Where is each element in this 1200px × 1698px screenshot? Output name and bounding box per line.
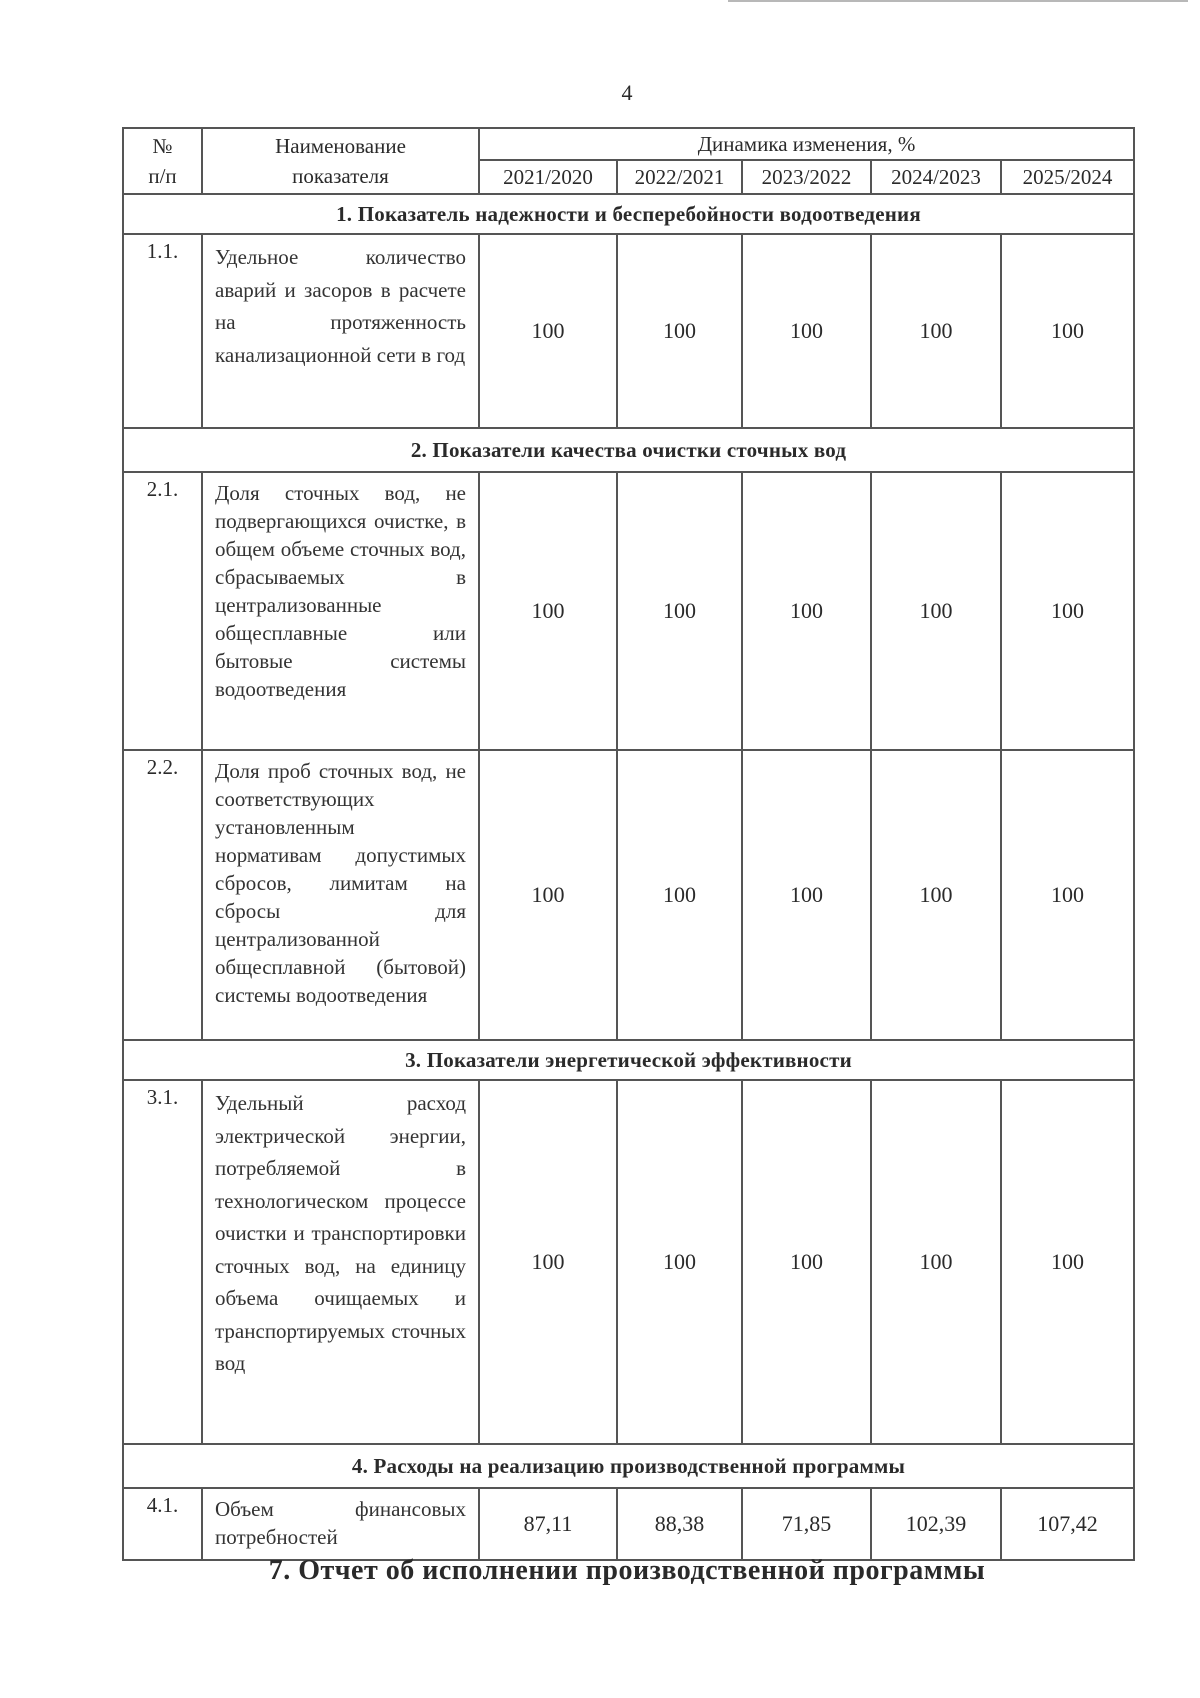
table-row [123,234,1134,428]
table-row [123,472,1134,750]
row-name: Удельный расход электрической энергии, потребляемой в технологическом процессе очистки и транспортировки сточных вод, на единицу объема очищаемых и транспортируемых сточных вод [202,1080,479,1444]
period-header: 2024/2023 [871,160,1001,194]
row-value: 107,42 [1001,1488,1134,1560]
row-value: 100 [1001,750,1134,1040]
section-row [123,428,1134,472]
row-value: 100 [871,1080,1001,1444]
col-header-num-line1: № [152,134,173,158]
table-row [123,750,1134,1040]
section-heading: 7. Отчет об исполнении производственной программы [268,1555,986,1586]
row-value: 100 [871,750,1001,1040]
col-header-name [202,128,479,194]
row-name: Доля сточных вод, не подвергающихся очистке, в общем объеме сточных вод, сбрасываемых в централизованные общесплавные или бытовые системы водоотведения [202,472,479,750]
row-value: 100 [1001,234,1134,428]
row-value: 100 [617,472,742,750]
row-value: 100 [479,750,617,1040]
section-row [123,1040,1134,1080]
row-value: 71,85 [742,1488,871,1560]
row-value: 88,38 [617,1488,742,1560]
top-rule [728,0,1188,2]
row-name: Доля проб сточных вод, не соответствующих установленным нормативам допустимых сбросов, лимитам на сбросы для централизованной общесплавной (бытовой) системы водоотведения [202,750,479,1040]
col-header-name-line1: Наименование [275,134,406,158]
row-value: 100 [479,234,617,428]
row-name: Удельное количество аварий и засоров в расчете на протяженность канализационной сети в год [202,234,479,428]
row-name: Объем финансовых потребностей [202,1488,479,1560]
row-number: 1.1. [123,234,202,428]
section-row [123,194,1134,234]
section-title: 2. Показатели качества очистки сточных вод [123,428,1134,472]
row-value: 100 [742,750,871,1040]
row-number: 3.1. [123,1080,202,1444]
row-value: 100 [742,472,871,750]
period-header: 2021/2020 [479,160,617,194]
row-value: 100 [617,1080,742,1444]
section-title: 3. Показатели энергетической эффективности [123,1040,1134,1080]
col-header-num-line2: п/п [148,164,177,188]
row-number: 2.2. [123,750,202,1040]
row-value: 100 [479,472,617,750]
table-row [123,1488,1134,1560]
row-value: 102,39 [871,1488,1001,1560]
row-number: 4.1. [123,1488,202,1560]
period-header: 2022/2021 [617,160,742,194]
page-number: 4 [621,80,633,105]
section-title: 4. Расходы на реализацию производственной программы [123,1444,1134,1488]
row-value: 100 [617,234,742,428]
section-row [123,1444,1134,1488]
period-header: 2025/2024 [1001,160,1134,194]
row-number: 2.1. [123,472,202,750]
row-value: 87,11 [479,1488,617,1560]
col-header-group: Динамика изменения, % [479,128,1134,160]
period-header: 2023/2022 [742,160,871,194]
section-title: 1. Показатель надежности и бесперебойности водоотведения [123,194,1134,234]
row-value: 100 [479,1080,617,1444]
row-value: 100 [871,472,1001,750]
header-row-1 [123,128,1134,160]
table-row [123,1080,1134,1444]
indicators-table [122,127,1135,1561]
col-header-name-line2: показателя [292,164,389,188]
row-value: 100 [871,234,1001,428]
row-value: 100 [1001,1080,1134,1444]
row-value: 100 [1001,472,1134,750]
row-value: 100 [617,750,742,1040]
col-header-num [123,128,202,194]
row-value: 100 [742,1080,871,1444]
row-value: 100 [742,234,871,428]
